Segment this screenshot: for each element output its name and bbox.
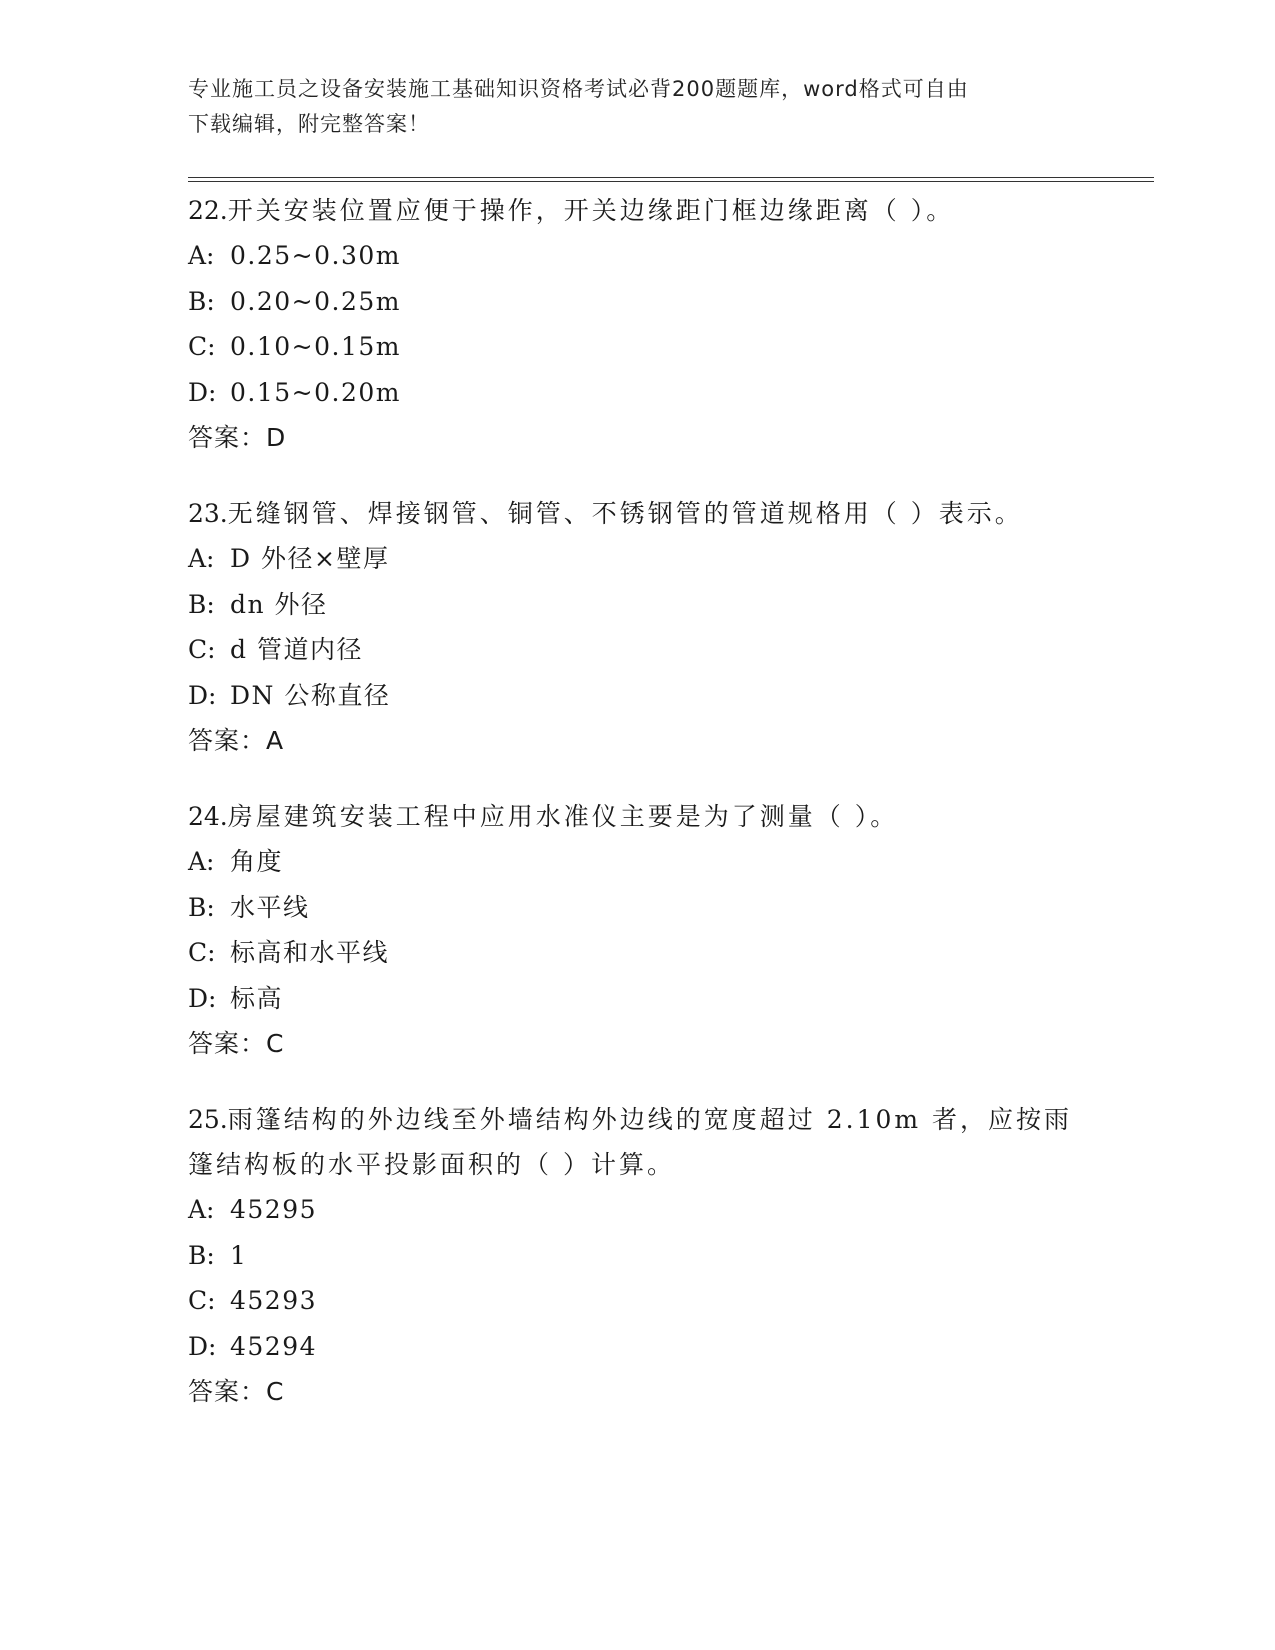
option-text: 水平线 — [230, 892, 310, 922]
answer-option — [188, 627, 1088, 673]
question-stem — [188, 188, 1088, 233]
header-line-1: 专业施工员之设备安装施工基础知识资格考试必背200题题库，word格式可自由 — [188, 77, 969, 101]
answer-option — [188, 839, 1088, 885]
question-stem — [188, 491, 1088, 536]
answer-option — [188, 1278, 1088, 1324]
answer-option — [188, 1233, 1088, 1279]
question-stem — [188, 1142, 1088, 1187]
answer-option — [188, 324, 1088, 370]
answer-option — [188, 370, 1088, 416]
question-list — [188, 188, 1088, 1445]
answer-option — [188, 976, 1088, 1022]
answer-option — [188, 279, 1088, 325]
option-key: A: — [188, 847, 215, 876]
option-text: d 管道内径 — [230, 635, 363, 664]
answer-option — [188, 885, 1088, 931]
header-divider-bottom — [188, 181, 1154, 182]
option-text: dn 外径 — [230, 589, 328, 619]
answer-option — [188, 673, 1088, 719]
answer-option — [188, 233, 1088, 279]
answer-line: 答案：C — [188, 1029, 285, 1058]
option-text: 0.15~0.20m — [230, 377, 401, 407]
question-stem — [188, 794, 1088, 839]
option-key: B: — [188, 892, 215, 922]
option-text: 0.20~0.25m — [230, 286, 401, 316]
header-line-2: 下载编辑，附完整答案！ — [188, 112, 430, 136]
option-text: 标高和水平线 — [230, 938, 390, 967]
option-text: 45295 — [230, 1195, 318, 1224]
option-key: D: — [188, 1331, 217, 1361]
answer-option — [188, 1187, 1088, 1233]
option-key: D: — [188, 377, 217, 407]
option-key: A: — [188, 241, 215, 270]
answer-option — [188, 582, 1088, 628]
question-block — [188, 188, 1088, 461]
option-text: DN 公称直径 — [230, 680, 391, 710]
answer-line: 答案：A — [188, 726, 285, 755]
option-text: 45293 — [230, 1286, 318, 1315]
question-stem-text: 篷结构板的水平投影面积的（ ）计算。 — [188, 1150, 675, 1179]
question-number: 25. — [188, 1105, 228, 1134]
option-text: D 外径×壁厚 — [230, 544, 390, 573]
option-text: 角度 — [230, 847, 284, 876]
option-key: C: — [188, 1286, 216, 1315]
answer-option — [188, 1324, 1088, 1370]
question-number: 24. — [188, 802, 228, 831]
question-block — [188, 1097, 1088, 1415]
question-stem-text: 房屋建筑安装工程中应用水准仪主要是为了测量（ ）。 — [227, 802, 899, 831]
option-key: D: — [188, 680, 217, 710]
question-stem-text: 无缝钢管、焊接钢管、铜管、不锈钢管的管道规格用（ ）表示。 — [227, 499, 1023, 528]
option-key: A: — [188, 544, 215, 573]
option-key: B: — [188, 286, 215, 316]
question-stem-text: 雨篷结构的外边线至外墙结构外边线的宽度超过 2.10m 者，应按雨 — [227, 1105, 1073, 1134]
option-text: 1 — [230, 1240, 248, 1270]
question-stem-text: 开关安装位置应便于操作，开关边缘距门框边缘距离（ ）。 — [227, 196, 955, 225]
option-key: C: — [188, 938, 216, 967]
option-text: 0.10~0.15m — [230, 332, 401, 361]
option-text: 45294 — [230, 1331, 318, 1361]
option-key: B: — [188, 1240, 215, 1270]
question-block — [188, 491, 1088, 764]
answer-line: 答案：C — [188, 1377, 285, 1406]
answer-line: 答案：D — [188, 423, 287, 452]
header-divider-top — [188, 177, 1154, 178]
answer-option — [188, 536, 1088, 582]
question-number: 22. — [188, 196, 228, 225]
option-key: B: — [188, 589, 215, 619]
question-block — [188, 794, 1088, 1067]
question-stem — [188, 1097, 1088, 1142]
option-text: 标高 — [230, 983, 284, 1013]
option-text: 0.25~0.30m — [230, 241, 401, 270]
answer-option — [188, 930, 1088, 976]
option-key: C: — [188, 332, 216, 361]
document-header — [188, 72, 1068, 142]
option-key: C: — [188, 635, 216, 664]
question-number: 23. — [188, 499, 228, 528]
option-key: D: — [188, 983, 217, 1013]
option-key: A: — [188, 1195, 215, 1224]
